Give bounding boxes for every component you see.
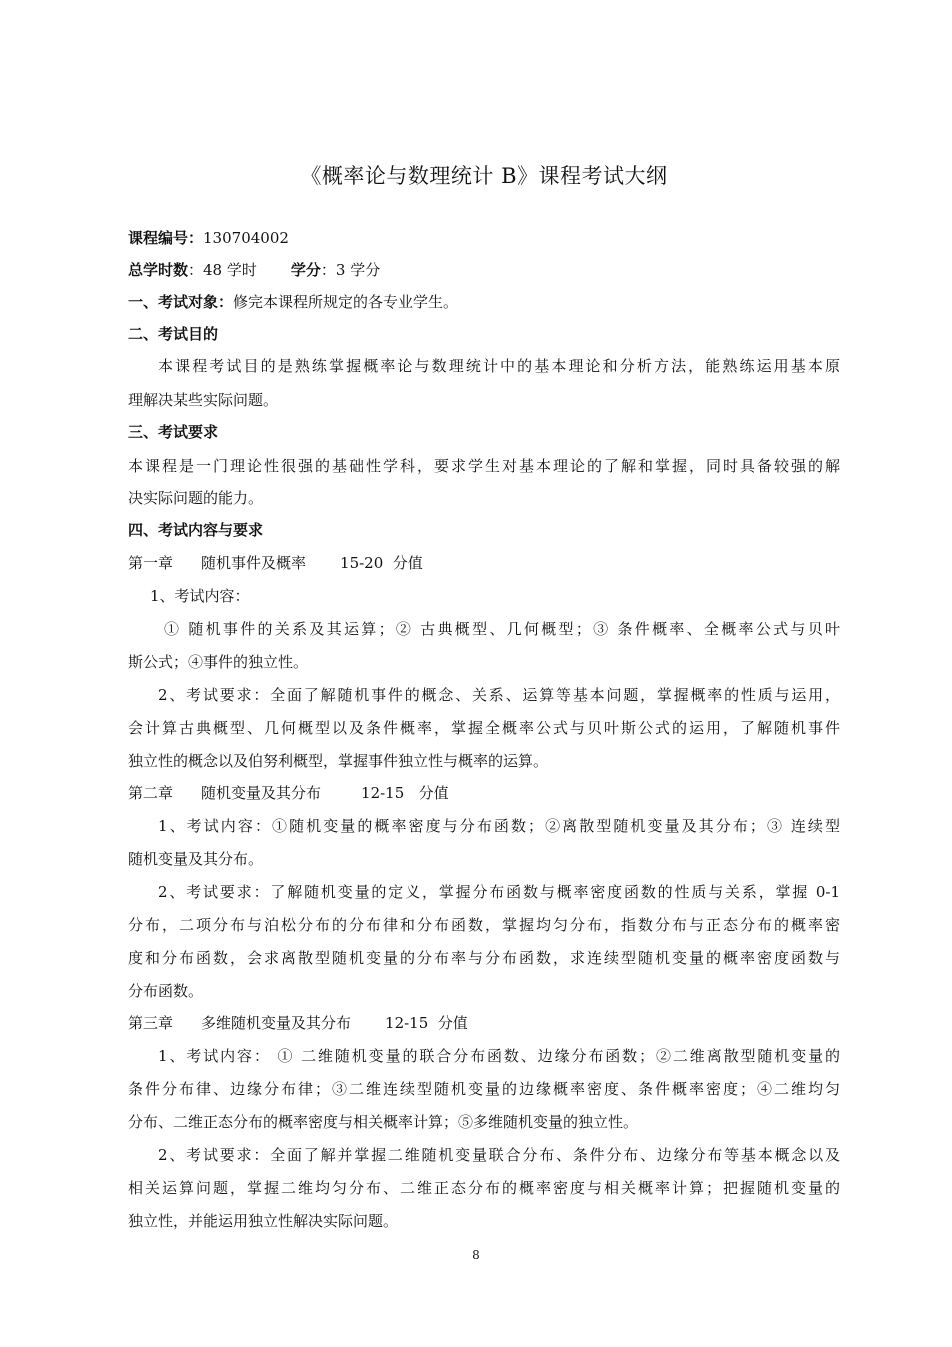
course-code-label: 课程编号： bbox=[128, 229, 204, 247]
chapter-2-name: 随机变量及其分布 bbox=[201, 784, 322, 802]
hours-credits-line bbox=[128, 259, 840, 281]
chapter-2-score: 12-15 分值 bbox=[361, 784, 449, 802]
chapter-2-requirement-line-3: 度和分布函数，会求离散型随机变量的分布率与分布函数，求连续型随机变量的概率密度函数与 bbox=[128, 949, 840, 967]
chapter-3-content-line-2: 条件分布律、边缘分布律；③二维连续型随机变量的边缘概率密度、条件概率密度；④二维均匀 bbox=[128, 1080, 840, 1098]
chapter-1-content-line-1: ① 随机事件的关系及其运算；② 古典概型、几何概型；③ 条件概率、全概率公式与贝叶 bbox=[164, 620, 840, 638]
chapter-2-heading bbox=[128, 782, 840, 804]
section-4-heading: 四、考试内容与要求 bbox=[128, 521, 264, 539]
chapter-3-requirement-line-1: 2、考试要求：全面了解并掌握二维随机变量联合分布、条件分布、边缘分布等基本概念以及 bbox=[158, 1146, 840, 1164]
chapter-3-score: 12-15 分值 bbox=[385, 1014, 468, 1032]
chapter-3-requirement-line-2: 相关运算问题，掌握二维均匀分布、二维正态分布的概率密度与相关概率计算；把握随机变量的 bbox=[128, 1179, 840, 1197]
course-code-line bbox=[128, 227, 840, 249]
chapter-2-label: 第二章 bbox=[128, 784, 174, 802]
section-2-paragraph-line-2: 理解决某些实际问题。 bbox=[128, 391, 279, 409]
chapter-2-content-line-2: 随机变量及其分布。 bbox=[128, 850, 264, 868]
page-number: 8 bbox=[472, 1248, 480, 1262]
section-2-heading: 二、考试目的 bbox=[128, 325, 219, 343]
section-2-paragraph-line-1: 本课程考试目的是熟练掌握概率论与数理统计中的基本理论和分析方法，能熟练运用基本原 bbox=[158, 357, 840, 375]
chapter-1-heading bbox=[128, 552, 840, 574]
chapter-2-requirement-line-2: 分布，二项分布与泊松分布的分布律和分布函数，掌握均匀分布，指数分布与正态分布的概率密 bbox=[128, 916, 840, 934]
chapter-1-requirement-line-1: 2、考试要求：全面了解随机事件的概念、关系、运算等基本问题，掌握概率的性质与运用， bbox=[158, 686, 840, 704]
section-1-line bbox=[128, 291, 840, 313]
section-3-paragraph-line-1: 本课程是一门理论性很强的基础性学科，要求学生对基本理论的了解和掌握，同时具备较强的解 bbox=[128, 457, 840, 475]
chapter-3-requirement-line-3: 独立性，并能运用独立性解决实际问题。 bbox=[128, 1212, 399, 1230]
section-3-paragraph-line-2: 决实际问题的能力。 bbox=[128, 489, 264, 507]
document-title: 《概率论与数理统计 B》课程考试大纲 bbox=[300, 164, 668, 188]
chapter-1-requirement-line-2: 会计算古典概型、几何概型以及条件概率，掌握全概率公式与贝叶斯公式的运用，了解随机事件 bbox=[128, 719, 840, 737]
hours-value: ：48 学时 bbox=[188, 261, 257, 279]
chapter-1-requirement-line-3: 独立性的概念以及伯努利概型，掌握事件独立性与概率的运算。 bbox=[128, 752, 549, 770]
chapter-1-label: 第一章 bbox=[128, 554, 174, 572]
course-code-value: 130704002 bbox=[203, 229, 289, 247]
hours-label: 总学时数 bbox=[128, 261, 189, 279]
credits-value: ：3 学分 bbox=[320, 261, 381, 279]
chapter-3-heading bbox=[128, 1012, 840, 1034]
chapter-3-name: 多维随机变量及其分布 bbox=[201, 1014, 352, 1032]
chapter-2-content-line-1: 1、考试内容：①随机变量的概率密度与分布函数；②离散型随机变量及其分布；③ 连续型 bbox=[158, 817, 840, 835]
chapter-3-content-line-3: 分布、二维正态分布的概率密度与相关概率计算；⑤多维随机变量的独立性。 bbox=[128, 1113, 639, 1131]
chapter-3-content-line-1: 1、考试内容： ① 二维随机变量的联合分布函数、边缘分布函数；②二维离散型随机变量的 bbox=[158, 1047, 840, 1065]
chapter-2-requirement-line-4: 分布函数。 bbox=[128, 982, 204, 1000]
section-3-heading: 三、考试要求 bbox=[128, 423, 219, 441]
chapter-1-score: 15-20 分值 bbox=[340, 554, 423, 572]
section-1-text: 修完本课程所规定的各专业学生。 bbox=[233, 293, 459, 311]
chapter-2-requirement-line-1: 2、考试要求：了解随机变量的定义，掌握分布函数与概率密度函数的性质与关系，掌握 0-1 bbox=[158, 883, 840, 901]
credits-label: 学分 bbox=[290, 261, 321, 279]
chapter-3-label: 第三章 bbox=[128, 1014, 174, 1032]
chapter-1-content-line-2: 斯公式；④事件的独立性。 bbox=[128, 653, 309, 671]
section-1-heading: 一、考试对象： bbox=[128, 293, 234, 311]
chapter-1-content-label: 1、考试内容： bbox=[150, 587, 250, 605]
chapter-1-name: 随机事件及概率 bbox=[201, 554, 307, 572]
